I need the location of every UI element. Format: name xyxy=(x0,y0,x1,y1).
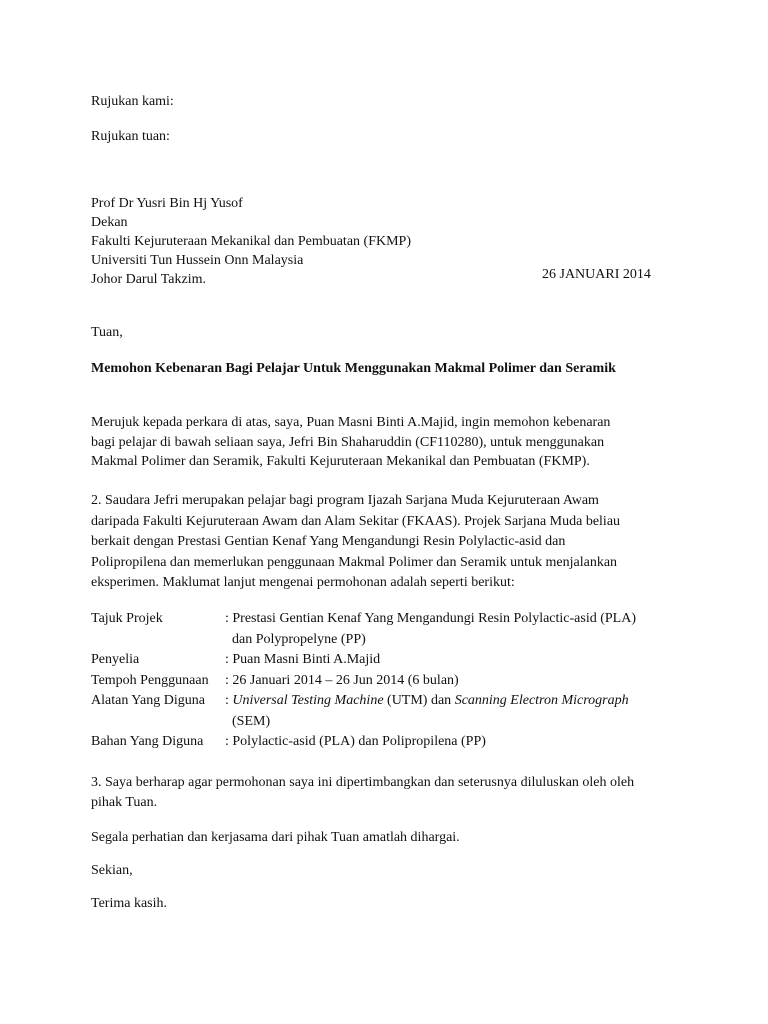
project-details xyxy=(91,609,691,753)
closing-appreciation: Segala perhatian dan kerjasama dari pihak Tuan amatlah dihargai. xyxy=(91,830,460,845)
recipient-name: Prof Dr Yusri Bin Hj Yusof xyxy=(91,196,243,211)
detail-materials-value: : Polylactic-asid (PLA) dan Polipropilena (PP) xyxy=(225,734,486,749)
detail-materials-label: Bahan Yang Diguna xyxy=(91,734,204,749)
detail-equipment-sem: Scanning Electron Micrograph xyxy=(454,693,629,708)
detail-project-row-cont xyxy=(91,630,691,651)
paragraph-2-line: daripada Fakulti Kejuruteraan Awam dan Alam Sekitar (FKAAS). Projek Sarjana Muda beliau xyxy=(91,513,621,529)
recipient-position: Dekan xyxy=(91,215,128,230)
our-reference: Rujukan kami: xyxy=(91,94,174,109)
salutation: Tuan, xyxy=(91,325,123,340)
detail-equipment-row xyxy=(91,691,691,712)
detail-equipment-label: Alatan Yang Diguna xyxy=(91,693,205,708)
paragraph-2-line: eksperimen. Maklumat lanjut mengenai permohonan adalah seperti berikut: xyxy=(91,575,515,590)
subject-heading: Memohon Kebenaran Bagi Pelajar Untuk Menggunakan Makmal Polimer dan Seramik xyxy=(91,361,616,376)
recipient-state: Johor Darul Takzim. xyxy=(91,272,207,287)
closing-thanks: Terima kasih. xyxy=(91,896,167,911)
detail-project-value-cont: dan Polypropelyne (PP) xyxy=(225,631,366,647)
closing-farewell: Sekian, xyxy=(91,863,133,878)
detail-period-value: : 26 Januari 2014 – 26 Jun 2014 (6 bulan) xyxy=(225,672,459,688)
paragraph-1-line: Makmal Polimer dan Seramik, Fakulti Kejuruteraan Mekanikal dan Pembuatan (FKMP). xyxy=(91,454,590,469)
your-reference: Rujukan tuan: xyxy=(91,129,170,144)
paragraph-2 xyxy=(91,491,678,594)
detail-equipment-prefix: : xyxy=(225,693,233,708)
detail-equipment-utm-abbr: (UTM) dan xyxy=(383,693,455,708)
detail-period-row xyxy=(91,671,691,692)
detail-equipment-value-cont: (SEM) xyxy=(225,713,271,729)
detail-period-label: Tempoh Penggunaan xyxy=(91,672,209,688)
paragraph-2-line: Polipropilena dan memerlukan penggunaan Makmal Polimer dan Seramik untuk menjalankan xyxy=(91,554,618,570)
paragraph-2-line: 2. Saudara Jefri merupakan pelajar bagi program Ijazah Sarjana Muda Kejuruteraan Awam xyxy=(91,493,599,508)
paragraph-3-line: pihak Tuan. xyxy=(91,795,158,810)
detail-equipment-row-cont xyxy=(91,712,691,733)
paragraph-1 xyxy=(91,413,691,472)
paragraph-3 xyxy=(91,773,691,813)
detail-supervisor-value: : Puan Masni Binti A.Majid xyxy=(225,652,381,667)
paragraph-1-line: Merujuk kepada perkara di atas, saya, Puan Masni Binti A.Majid, ingin memohon kebenaran xyxy=(91,415,611,430)
paragraph-1-line: bagi pelajar di bawah seliaan saya, Jefri Bin Shaharuddin (CF110280), untuk menggunakan xyxy=(91,434,605,450)
detail-project-row xyxy=(91,609,691,630)
recipient-faculty: Fakulti Kejuruteraan Mekanikal dan Pembuatan (FKMP) xyxy=(91,234,411,249)
paragraph-2-line: berkait dengan Prestasi Gentian Kenaf Yang Mengandungi Resin Polylactic-asid dan xyxy=(91,534,566,549)
detail-materials-row xyxy=(91,732,691,753)
detail-supervisor-label: Penyelia xyxy=(91,652,140,667)
detail-equipment-utm: Universal Testing Machine xyxy=(232,693,384,708)
detail-project-label: Tajuk Projek xyxy=(91,611,163,626)
paragraph-3-line: 3. Saya berharap agar permohonan saya ini dipertimbangkan dan seterusnya diluluskan oleh oleh xyxy=(91,775,635,790)
detail-supervisor-row xyxy=(91,650,691,671)
detail-project-value: : Prestasi Gentian Kenaf Yang Mengandungi Resin Polylactic-asid (PLA) xyxy=(225,611,636,626)
letter-date: 26 JANUARI 2014 xyxy=(542,267,651,282)
detail-equipment-value xyxy=(225,691,629,710)
recipient-university: Universiti Tun Hussein Onn Malaysia xyxy=(91,253,304,268)
